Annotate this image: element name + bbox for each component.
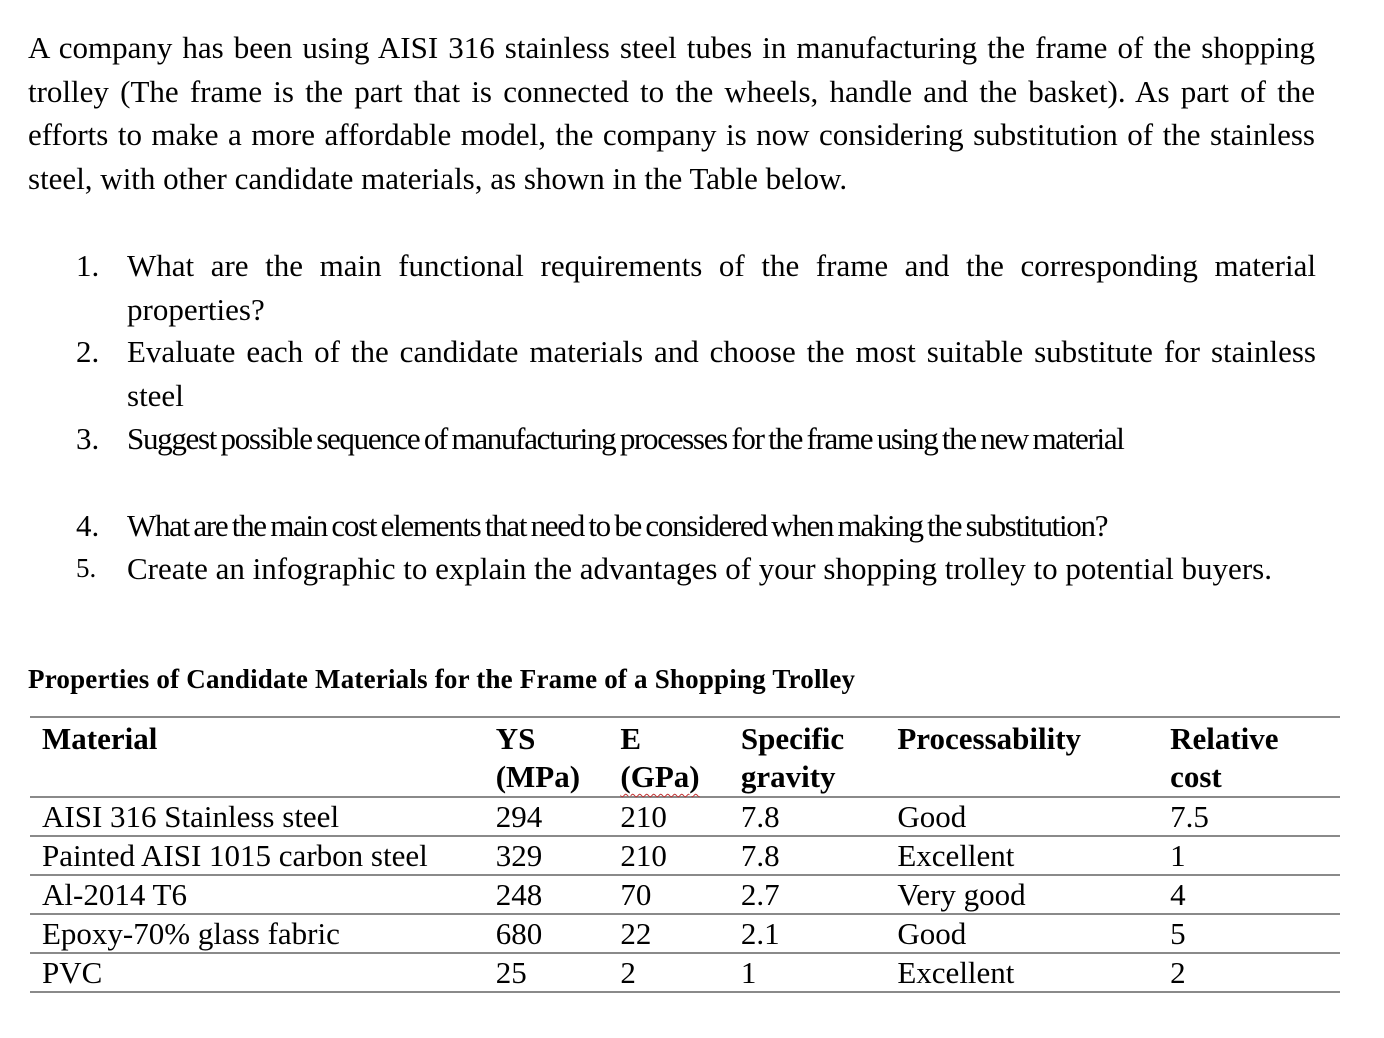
cell-processability: Good bbox=[885, 797, 1140, 836]
table-header-row bbox=[30, 717, 1340, 797]
question-item bbox=[76, 547, 1316, 591]
cell-e: 22 bbox=[608, 914, 728, 953]
cell-processability: Excellent bbox=[885, 953, 1140, 992]
cell-e: 210 bbox=[608, 836, 728, 875]
cell-ys: 248 bbox=[484, 875, 609, 914]
header-material: Material bbox=[30, 717, 484, 797]
question-number: 1. bbox=[76, 248, 100, 283]
question-number: 3. bbox=[76, 421, 100, 456]
header-specific-gravity: Specific gravity bbox=[729, 717, 886, 797]
materials-table bbox=[30, 716, 1340, 993]
table-row bbox=[30, 836, 1340, 875]
question-item bbox=[76, 330, 1316, 417]
cell-ys: 25 bbox=[484, 953, 609, 992]
question-number: 5. bbox=[76, 553, 97, 583]
cell-processability: Excellent bbox=[885, 836, 1140, 875]
cell-processability: Good bbox=[885, 914, 1140, 953]
question-text: What are the main cost elements that need to be considered when making the substitution? bbox=[127, 508, 1108, 543]
question-number: 2. bbox=[76, 334, 100, 369]
cell-ys: 680 bbox=[484, 914, 609, 953]
question-text: What are the main functional requirements of the frame and the corresponding material properties? bbox=[127, 248, 1316, 327]
header-e: E (GPa) bbox=[608, 717, 728, 797]
cell-relative-cost: 5 bbox=[1140, 914, 1340, 953]
cell-specific-gravity: 7.8 bbox=[729, 797, 886, 836]
cell-e: 210 bbox=[608, 797, 728, 836]
question-text: Evaluate each of the candidate materials and choose the most suitable substitute for stainless steel bbox=[127, 334, 1316, 413]
header-relative-cost: Relative cost bbox=[1140, 717, 1340, 797]
table-row bbox=[30, 875, 1340, 914]
cell-ys: 294 bbox=[484, 797, 609, 836]
table-row bbox=[30, 953, 1340, 992]
cell-processability: Very good bbox=[885, 875, 1140, 914]
cell-material: Epoxy-70% glass fabric bbox=[30, 914, 484, 953]
table-row bbox=[30, 914, 1340, 953]
question-item bbox=[76, 244, 1316, 331]
cell-ys: 329 bbox=[484, 836, 609, 875]
cell-relative-cost: 1 bbox=[1140, 836, 1340, 875]
cell-specific-gravity: 7.8 bbox=[729, 836, 886, 875]
cell-relative-cost: 4 bbox=[1140, 875, 1340, 914]
cell-material: AISI 316 Stainless steel bbox=[30, 797, 484, 836]
question-item bbox=[76, 504, 1316, 548]
cell-relative-cost: 2 bbox=[1140, 953, 1340, 992]
header-ys: YS (MPa) bbox=[484, 717, 609, 797]
cell-material: PVC bbox=[30, 953, 484, 992]
question-text: Create an infographic to explain the advantages of your shopping trolley to potential buyers. bbox=[127, 551, 1272, 586]
cell-relative-cost: 7.5 bbox=[1140, 797, 1340, 836]
intro-paragraph: A company has been using AISI 316 stainless steel tubes in manufacturing the frame of the shopping trolley (The frame is the part that is connected to the wheels, handle and the basket). As part of the efforts to make a more affordable model, the company is now considering substitution of the stainless steel, with other candidate materials, as shown in the Table below. bbox=[28, 30, 1315, 196]
table-row bbox=[30, 797, 1340, 836]
header-processability: Processability bbox=[885, 717, 1140, 797]
cell-e: 2 bbox=[608, 953, 728, 992]
table-title: Properties of Candidate Materials for the Frame of a Shopping Trolley bbox=[28, 664, 856, 694]
cell-material: Al-2014 T6 bbox=[30, 875, 484, 914]
question-text: Suggest possible sequence of manufacturing processes for the frame using the new material bbox=[127, 421, 1124, 456]
question-number: 4. bbox=[76, 508, 100, 543]
cell-specific-gravity: 1 bbox=[729, 953, 886, 992]
cell-specific-gravity: 2.1 bbox=[729, 914, 886, 953]
cell-e: 70 bbox=[608, 875, 728, 914]
question-item bbox=[76, 417, 1316, 461]
cell-material: Painted AISI 1015 carbon steel bbox=[30, 836, 484, 875]
cell-specific-gravity: 2.7 bbox=[729, 875, 886, 914]
